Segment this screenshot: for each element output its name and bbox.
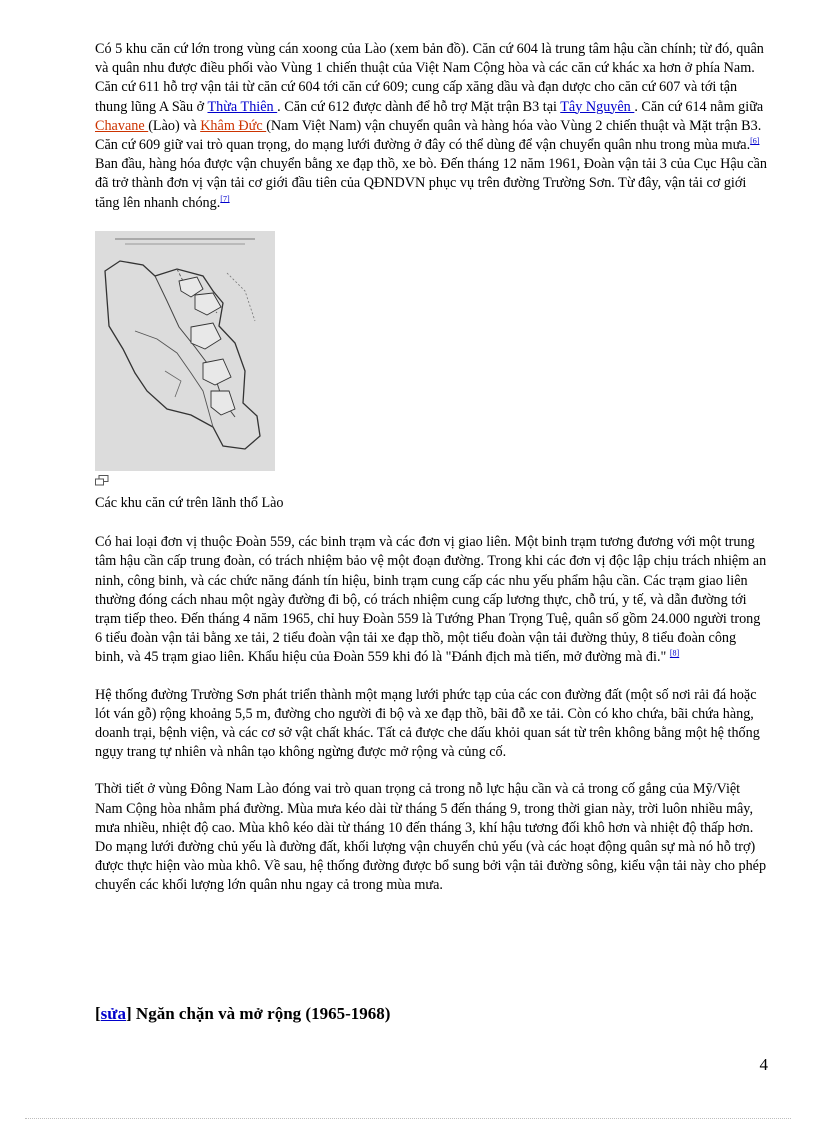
reference-6[interactable] (750, 136, 759, 145)
section-heading (95, 1004, 390, 1024)
reference-7[interactable] (220, 194, 229, 203)
map-figure[interactable] (95, 231, 275, 471)
map-image (95, 231, 275, 471)
link-tay-nguyen[interactable]: Tây Nguyên (560, 98, 635, 115)
reference-8[interactable] (670, 649, 679, 658)
section-title: Ngăn chặn và mở rộng (1965-1968) (131, 1004, 391, 1023)
paragraph-units (95, 533, 767, 667)
link-thua-thien[interactable]: Thừa Thiên (207, 98, 278, 115)
bracket-close: ] (126, 1004, 132, 1023)
page-bottom-divider (25, 1118, 791, 1119)
text-run: Có 5 khu căn cứ lớn trong vùng cán xoong của Lào (xem bản đồ). Căn cứ 604 là trung tâm hậu cần chính; từ đó, quân và quân nhu được điều phối vào Vùng 1 chiến thuật của Việt Nam Cộng hòa và các căn cứ khác xa hơn ở phía Nam. Căn cứ 611 hỗ trợ vận tải từ căn cứ 604 tới căn cứ 609; cung cấp xăng dầu và đạn dược cho căn cứ 607 và tới tận thung lũng A Sầu ở (95, 41, 764, 115)
map-caption: Các khu căn cứ trên lãnh thổ Lào (95, 495, 284, 512)
document-body (95, 40, 767, 896)
bracket-open: [ (95, 1004, 101, 1023)
paragraph-weather: Thời tiết ở vùng Đông Nam Lào đóng vai trò quan trọng cả trong nỗ lực hậu cần và cả trong cố gắng của Mỹ/Việt Nam Cộng hòa nhằm phá đường. Mùa mưa kéo dài từ tháng 5 đến tháng 9, trong thời gian này, trời luôn nhiều mây, mưa nhiều, nhiệt độ cao. Mùa khô kéo dài từ tháng 10 đến tháng 3, khí hậu tương đối khô hơn và nhiệt độ thấp hơn. Do mạng lưới đường chủ yếu là đường đất, khối lượng vận chuyển chủ yếu (và các hoạt động quân sự mà nó hỗ trợ) được thực hiện vào mùa khô. Về sau, hệ thống đường được bổ sung bởi vận tải đường sông, kiểu vận tải này cho phép chuyển các khối lượng lớn quân nhu ngay cả trong mùa mưa. (95, 781, 767, 894)
paragraph-bases (95, 40, 767, 213)
page-number: 4 (759, 1055, 768, 1074)
reference-8-link[interactable]: [8] (669, 648, 680, 658)
text-run: Ban đầu, hàng hóa được vận chuyển bằng xe đạp thồ, xe bò. Đến tháng 12 năm 1961, Đoàn vận tải 3 của Cục Hậu cần đã trở thành đơn vị vận tải cơ giới đầu tiên của QĐNDVN phục vụ trên đường Trường Sơn. Từ đây, vận tải cơ giới tăng lên nhanh chóng. (95, 156, 767, 211)
text-run: (Lào) và (148, 117, 201, 134)
link-chavane[interactable]: Chavane (95, 117, 149, 134)
reference-7-link[interactable]: [7] (220, 193, 230, 203)
text-run: . Căn cứ 614 nằm giữa (634, 98, 764, 115)
reference-6-link[interactable]: [6] (750, 136, 760, 146)
text-run: Có hai loại đơn vị thuộc Đoàn 559, các binh trạm và các đơn vị giao liên. Một binh trạm tương đương với một trung tâm hậu cần cấp trung đoàn, có trách nhiệm bảo vệ một đoạn đường. Trong khi các đơn vị độc lập chịu trách nhiệm an ninh, công binh, và các chức năng đánh tín hiệu, binh trạm cung cấp các nhu yếu phẩm hậu cần. Các trạm giao liên thường đóng cách nhau một ngày đường đi bộ, có trách nhiệm cung cấp lương thực, chỗ trú, y tế, và dẫn đường tới trạm tiếp theo. Đến tháng 4 năm 1965, chỉ huy Đoàn 559 là Tướng Phan Trọng Tuệ, quân số gồm 24.000 người trong 6 tiểu đoàn vận tải bằng xe tải, 2 tiểu đoàn vận tải xe đạp thồ, một tiểu đoàn vận tải đường thủy, 8 tiểu đoàn công binh, và 45 trạm giao liên. Khẩu hiệu của Đoàn 559 khi đó là "Đánh địch mà tiến, mở đường mà đi." (95, 534, 767, 666)
text-run: . Căn cứ 612 được dành để hỗ trợ Mặt trận B3 tại (277, 98, 561, 115)
text-run: (Nam Việt Nam) vận chuyển quân và hàng hóa vào Vùng 2 chiến thuật và Mặt trận B3. Căn cứ 609 giữ vai trò quan trọng, do mạng lưới đường ở đây có thể dùng để vận chuyển quân nhu trong mùa mưa. (95, 117, 762, 154)
link-kham-duc[interactable]: Khâm Đức (200, 117, 267, 134)
enlarge-icon[interactable] (95, 475, 109, 486)
edit-section-link[interactable]: sửa (100, 1004, 126, 1023)
paragraph-network: Hệ thống đường Trường Sơn phát triển thành một mạng lưới phức tạp của các con đường đất (một số nơi rải đá hoặc lót ván gỗ) rộng khoảng 5,5 m, đường cho người đi bộ và xe đạp thồ, bãi đỗ xe tải. Còn có kho chứa, bãi chứa hàng, doanh trại, bệnh viện, và các cơ sở vật chất khác. Tất cả được che dấu khỏi quan sát từ trên không bằng một hệ thống ngụy trang tự nhiên và nhân tạo không ngừng được mở rộng và củng cố. (95, 686, 760, 761)
